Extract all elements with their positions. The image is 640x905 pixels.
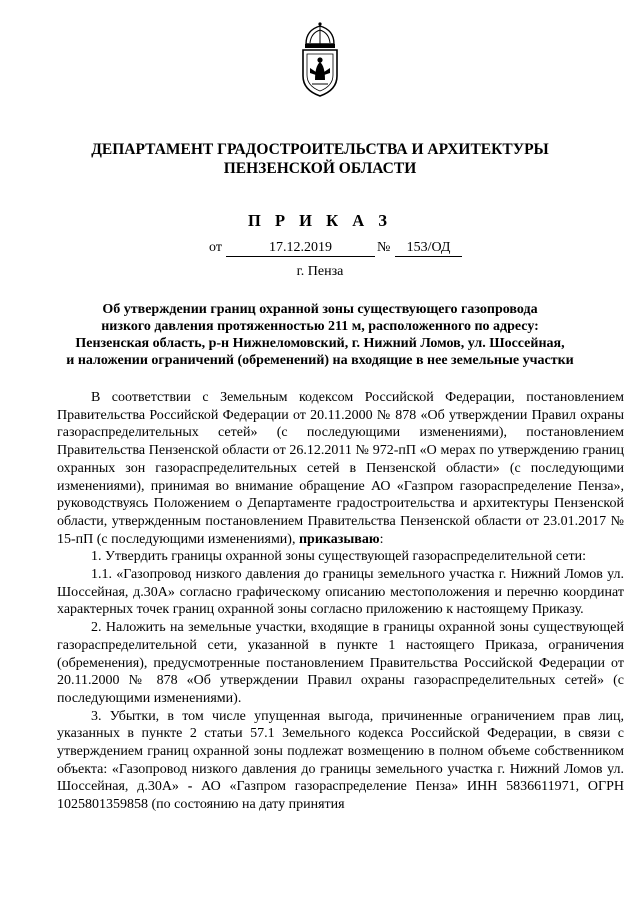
- item-2: 2. Наложить на земельные участки, входящие в границы охранной зоны существующей газораспределительной сети, указанной в пункте 1 настоящего Приказа, ограничения (обременения), предусмотренные постановлением Правительства Российской Федерации от 20.11.2000 № 878 «Об утверждении Правил охраны газораспределительных сетей» (с последующими изменениями).: [57, 620, 624, 706]
- city: г. Пенза: [296, 264, 344, 279]
- intro-text: В соответствии с Земельным кодексом Российской Федерации, постановлением Правительства Российской Федерации от 20.11.2000 № 878 «Об утверждении Правил охраны газораспределительных сетей» (с последующими изменениями), постановлением Правительства Пензенской области от 26.12.2011 № 972-пП «О мерах по утверждению границ охранных зон газораспределительных сетей в Пензенской области» (с последующими изменениями), принимая во внимание обращение АО «Газпром газораспределение Пенза», руководствуясь Положением о Департаменте градостроительства и архитектуры Пензенской области, утвержденным постановлением Правительства Пензенской области от 23.01.2017 № 15-пП (с последующими изменениями),: [57, 390, 624, 547]
- department-name: [0, 140, 640, 178]
- order-colon: :: [379, 531, 384, 547]
- intro-paragraph: [57, 389, 624, 548]
- order-subject: [0, 301, 640, 369]
- item-3: [57, 708, 624, 814]
- coat-of-arms-icon: [298, 22, 342, 98]
- item-3-dash: -: [178, 779, 202, 795]
- date-prefix: от: [209, 240, 222, 255]
- item-3-text: 3. Убытки, в том числе упущенная выгода, причиненные ограничением прав лиц, указанных в пункте 2 статьи 57.1 Земельного кодекса Российской Федерации, в связи с утверждением границ охранной зоны подлежат возмещению в полном объеме собственником объекта: «Газопровод низкого давления до границы земельного участка г. Нижний Ломов ул. Шоссейная, д.30А»: [57, 708, 624, 795]
- order-word: приказываю: [298, 531, 380, 547]
- department-line-1: ДЕПАРТАМЕНТ ГРАДОСТРОИТЕЛЬСТВА И АРХИТЕКТУРЫ: [91, 141, 549, 158]
- number-sign: №: [377, 240, 391, 255]
- order-title: П Р И К А З: [248, 211, 392, 230]
- item-1: 1. Утвердить границы охранной зоны существующей газораспределительной сети:: [91, 549, 586, 565]
- subject-line-3: Пензенская область, р-н Нижнеломовский, г. Нижний Ломов, ул. Шоссейная,: [75, 336, 565, 351]
- subject-line-2: низкого давления протяженностью 211 м, расположенного по адресу:: [101, 319, 539, 334]
- subject-line-1: Об утверждении границ охранной зоны существующего газопровода: [102, 302, 538, 317]
- department-line-2: ПЕНЗЕНСКОЙ ОБЛАСТИ: [223, 160, 417, 177]
- order-body: [57, 389, 624, 814]
- subject-line-4: и наложении ограничений (обременений) на входящие в нее земельные участки: [66, 353, 574, 368]
- order-number: 153/ОД: [395, 240, 462, 257]
- item-3-owner: АО «Газпром газораспределение Пенза» ИНН 5836611971, ОГРН 1025801359858 (по состоянию на дату принятия: [57, 779, 624, 813]
- item-1-1: 1.1. «Газопровод низкого давления до границы земельного участка г. Нижний Ломов ул. Шоссейная, д.30А» согласно графическому описанию местоположения и перечню координат характерных точек границ охранной зоны согласно приложению к настоящему Приказу.: [57, 567, 624, 618]
- order-date: 17.12.2019: [226, 240, 375, 257]
